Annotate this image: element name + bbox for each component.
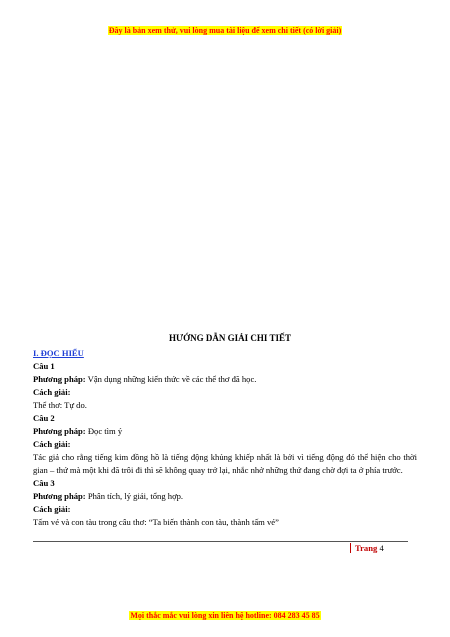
- footer-divider: [33, 541, 408, 542]
- question-1: [33, 360, 417, 412]
- section-heading: I. ĐỌC HIỂU: [33, 348, 84, 358]
- method-line: [33, 373, 417, 386]
- question-heading: Câu 2: [33, 413, 55, 423]
- question-3: [33, 477, 417, 529]
- method-text: Vận dụng những kiến thức về các thể thơ đã học.: [85, 374, 257, 384]
- hotline-text: Mọi thắc mắc vui lòng xin liên hệ hotline: 084 283 45 85: [130, 611, 320, 620]
- question-heading: Câu 3: [33, 478, 55, 488]
- method-text: Phân tích, lý giải, tổng hợp.: [85, 491, 184, 501]
- solution-label: Cách giải:: [33, 439, 71, 449]
- answer-text: Thể thơ: Tự do.: [33, 400, 87, 410]
- hotline-banner: [0, 611, 450, 620]
- method-label: Phương pháp:: [33, 374, 86, 384]
- solution-label: Cách giải:: [33, 387, 71, 397]
- answer-text: Tấm vé và con tàu trong câu thơ: “Ta biến thành con tàu, thành tấm vé”: [33, 517, 279, 527]
- method-text: Đọc tìm ý: [85, 426, 123, 436]
- preview-notice-text: Đây là bản xem thử, vui lòng mua tài liệu để xem chi tiết (có lời giải): [108, 26, 342, 35]
- method-line: [33, 425, 417, 438]
- solution-label: Cách giải:: [33, 504, 71, 514]
- method-label: Phương pháp:: [33, 491, 86, 501]
- method-line: [33, 490, 417, 503]
- document-body: [33, 332, 417, 529]
- page-number-value: 4: [379, 543, 384, 553]
- question-heading: Câu 1: [33, 361, 55, 371]
- page-title: HƯỚNG DẪN GIẢI CHI TIẾT: [168, 333, 292, 343]
- page-number: [350, 543, 384, 553]
- method-label: Phương pháp:: [33, 426, 86, 436]
- preview-notice-banner: [0, 26, 450, 35]
- answer-text: Tác giả cho rằng tiếng kim đồng hồ là tiếng động khủng khiếp nhất là bởi vì tiếng động đó thể hiện cho thời gian – thứ mà một khi đã trôi đi thì sẽ không quay trở lại, nhắc nhở những thứ đang chờ đợi ta ở phía trước.: [33, 452, 417, 475]
- page-word: Trang: [355, 543, 378, 553]
- question-2: [33, 412, 417, 477]
